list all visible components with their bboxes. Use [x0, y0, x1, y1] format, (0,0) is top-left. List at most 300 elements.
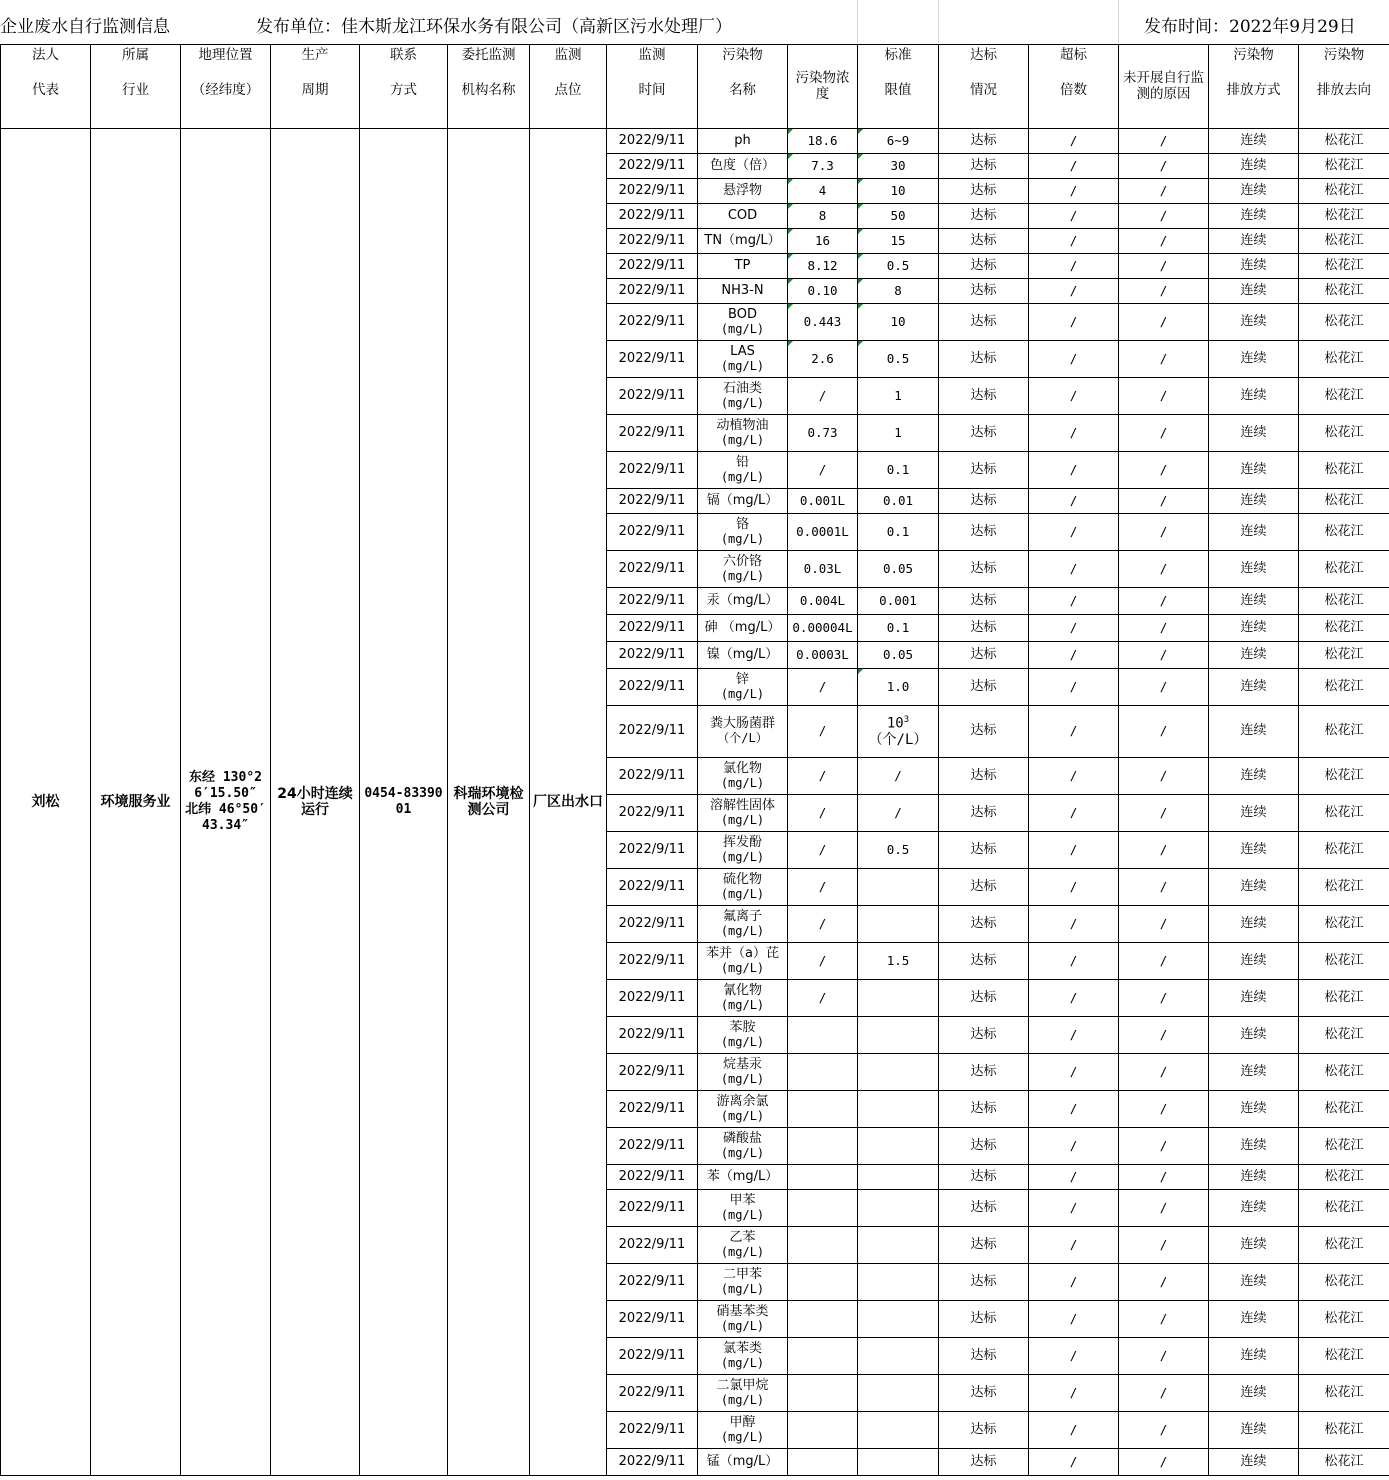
- date-cell: 2022/9/11: [607, 1338, 698, 1375]
- compliance-cell: 达标: [939, 706, 1029, 758]
- pollutant-unit: (mg/L): [720, 923, 765, 938]
- compliance-cell: 达标: [939, 514, 1029, 551]
- pollutant-name-cell: [698, 642, 788, 669]
- date-cell: 2022/9/11: [607, 832, 698, 869]
- limit-cell: 15: [858, 229, 939, 254]
- pollutant-unit: (mg/L): [720, 1244, 765, 1259]
- concentration-cell: [788, 1449, 858, 1476]
- concentration-cell: 7.3: [788, 154, 858, 179]
- header-label-top: 监测: [638, 47, 666, 63]
- discharge-mode-cell: 连续: [1209, 758, 1299, 795]
- exceed-ratio-cell: /: [1029, 229, 1119, 254]
- exceed-ratio-cell: /: [1029, 980, 1119, 1017]
- pollutant-unit: (mg/L): [720, 686, 765, 701]
- exceed-ratio-cell: /: [1029, 129, 1119, 154]
- date-cell: 2022/9/11: [607, 1227, 698, 1264]
- limit-cell: 0.1: [858, 452, 939, 489]
- concentration-cell: /: [788, 795, 858, 832]
- pollutant-name-cell: [698, 279, 788, 304]
- exceed-ratio-cell: /: [1029, 154, 1119, 179]
- limit-cell: 0.5: [858, 341, 939, 378]
- header-cell: [1029, 45, 1119, 129]
- concentration-cell: 16: [788, 229, 858, 254]
- limit-cell: [858, 1128, 939, 1165]
- pollutant-name: BOD: [728, 306, 757, 322]
- date-cell: 2022/9/11: [607, 378, 698, 415]
- pollutant-unit: (mg/L): [720, 1392, 765, 1407]
- no-monitor-reason-cell: /: [1119, 154, 1209, 179]
- pollutant-name-cell: [698, 1054, 788, 1091]
- exceed-ratio-cell: /: [1029, 304, 1119, 341]
- no-monitor-reason-cell: /: [1119, 1017, 1209, 1054]
- pollutant-name: 烷基汞: [722, 1056, 762, 1072]
- concentration-cell: [788, 1227, 858, 1264]
- pollutant-name-cell: [698, 1412, 788, 1449]
- date-cell: 2022/9/11: [607, 588, 698, 615]
- pollutant-name-cell: [698, 1190, 788, 1227]
- date-cell: 2022/9/11: [607, 706, 698, 758]
- pollutant-name: 色度（倍）: [709, 157, 775, 173]
- pollutant-name: ph: [734, 132, 751, 148]
- pollutant-name-cell: [698, 254, 788, 279]
- concentration-cell: /: [788, 906, 858, 943]
- compliance-cell: 达标: [939, 179, 1029, 204]
- pollutant-unit: (mg/L): [720, 997, 765, 1012]
- discharge-mode-cell: 连续: [1209, 279, 1299, 304]
- compliance-cell: 达标: [939, 615, 1029, 642]
- agency-cell: 科瑞环境检测公司: [448, 129, 530, 1476]
- date-cell: 2022/9/11: [607, 1375, 698, 1412]
- date-cell: 2022/9/11: [607, 1165, 698, 1190]
- concentration-cell: /: [788, 832, 858, 869]
- discharge-mode-cell: 连续: [1209, 615, 1299, 642]
- discharge-destination-cell: 松花江: [1299, 706, 1389, 758]
- pollutant-unit: (mg/L): [720, 568, 765, 583]
- concentration-cell: /: [788, 943, 858, 980]
- pollutant-name-cell: [698, 304, 788, 341]
- discharge-mode-cell: 连续: [1209, 1190, 1299, 1227]
- concentration-cell: 0.004L: [788, 588, 858, 615]
- limit-cell: [858, 1091, 939, 1128]
- date-cell: 2022/9/11: [607, 514, 698, 551]
- no-monitor-reason-cell: /: [1119, 1412, 1209, 1449]
- pollutant-unit: (mg/L): [720, 1207, 765, 1222]
- compliance-cell: 达标: [939, 154, 1029, 179]
- limit-cell: 0.05: [858, 642, 939, 669]
- header-label-bottom: 排放方式: [1226, 82, 1281, 98]
- exceed-ratio-cell: /: [1029, 341, 1119, 378]
- pollutant-name-cell: [698, 943, 788, 980]
- limit-cell: [858, 980, 939, 1017]
- discharge-mode-cell: 连续: [1209, 551, 1299, 588]
- pollutant-name: 铅: [735, 454, 749, 470]
- pollutant-name-cell: [698, 129, 788, 154]
- pollutant-name: 溶解性固体: [709, 797, 775, 813]
- no-monitor-reason-cell: /: [1119, 1227, 1209, 1264]
- header-label-bottom: 倍数: [1060, 82, 1087, 98]
- pollutant-name: LAS: [730, 343, 755, 359]
- pollutant-name: COD: [727, 207, 758, 223]
- date-cell: 2022/9/11: [607, 279, 698, 304]
- discharge-mode-cell: 连续: [1209, 1338, 1299, 1375]
- pollutant-name: 氯苯类: [722, 1340, 762, 1356]
- header-cell: [698, 45, 788, 129]
- exceed-ratio-cell: /: [1029, 1375, 1119, 1412]
- discharge-destination-cell: 松花江: [1299, 154, 1389, 179]
- discharge-mode-cell: 连续: [1209, 1227, 1299, 1264]
- pollutant-unit: (mg/L): [720, 812, 765, 827]
- header-cell: [91, 45, 181, 129]
- pollutant-name-cell: [698, 869, 788, 906]
- discharge-destination-cell: 松花江: [1299, 615, 1389, 642]
- limit-cell: 0.5: [858, 832, 939, 869]
- header-cell: [858, 45, 939, 129]
- header-label-top: 法人: [32, 47, 59, 63]
- discharge-destination-cell: 松花江: [1299, 758, 1389, 795]
- limit-cell: [858, 1412, 939, 1449]
- pollutant-name: 苯（mg/L）: [706, 1168, 779, 1184]
- pollutant-unit: (mg/L): [720, 321, 765, 336]
- pollutant-name: 苯并（a）芘: [706, 945, 779, 961]
- header-label-top: 联系: [390, 47, 417, 63]
- discharge-mode-cell: 连续: [1209, 415, 1299, 452]
- no-monitor-reason-cell: /: [1119, 980, 1209, 1017]
- concentration-cell: [788, 1412, 858, 1449]
- date-cell: 2022/9/11: [607, 906, 698, 943]
- concentration-cell: /: [788, 980, 858, 1017]
- publish-date: 发布时间：2022年9月29日: [1144, 17, 1356, 37]
- limit-cell: [858, 1449, 939, 1476]
- limit-unit: （个/L）: [868, 731, 928, 748]
- exceed-ratio-cell: /: [1029, 869, 1119, 906]
- discharge-mode-cell: 连续: [1209, 869, 1299, 906]
- exceed-ratio-cell: /: [1029, 795, 1119, 832]
- concentration-cell: /: [788, 378, 858, 415]
- pollutant-name-cell: [698, 1338, 788, 1375]
- exceed-ratio-cell: /: [1029, 758, 1119, 795]
- header-label-top: 标准: [884, 47, 912, 63]
- no-monitor-reason-cell: /: [1119, 341, 1209, 378]
- discharge-destination-cell: 松花江: [1299, 279, 1389, 304]
- pollutant-name-cell: [698, 706, 788, 758]
- header-cell: [788, 45, 858, 129]
- pollutant-unit: (mg/L): [720, 1355, 765, 1370]
- no-monitor-reason-cell: /: [1119, 1190, 1209, 1227]
- compliance-cell: 达标: [939, 795, 1029, 832]
- limit-cell: 30: [858, 154, 939, 179]
- date-cell: 2022/9/11: [607, 1017, 698, 1054]
- pollutant-name-cell: [698, 415, 788, 452]
- date-cell: 2022/9/11: [607, 415, 698, 452]
- date-cell: 2022/9/11: [607, 254, 698, 279]
- discharge-mode-cell: 连续: [1209, 452, 1299, 489]
- discharge-mode-cell: 连续: [1209, 1017, 1299, 1054]
- header-label-bottom: 情况: [970, 82, 997, 98]
- concentration-cell: 18.6: [788, 129, 858, 154]
- no-monitor-reason-cell: /: [1119, 378, 1209, 415]
- pollutant-name-cell: [698, 1165, 788, 1190]
- header-label-bottom: 周期: [301, 82, 329, 98]
- exceed-ratio-cell: /: [1029, 615, 1119, 642]
- compliance-cell: 达标: [939, 304, 1029, 341]
- no-monitor-reason-cell: /: [1119, 1091, 1209, 1128]
- discharge-mode-cell: 连续: [1209, 1375, 1299, 1412]
- pollutant-name-cell: [698, 1301, 788, 1338]
- discharge-destination-cell: 松花江: [1299, 254, 1389, 279]
- exceed-ratio-cell: /: [1029, 1190, 1119, 1227]
- legal-rep-cell: 刘松: [1, 129, 91, 1476]
- pollutant-unit: （个/L）: [717, 731, 768, 746]
- pollutant-unit: (mg/L): [720, 395, 765, 410]
- exceed-ratio-cell: /: [1029, 415, 1119, 452]
- discharge-destination-cell: 松花江: [1299, 489, 1389, 514]
- exceed-ratio-cell: /: [1029, 669, 1119, 706]
- compliance-cell: 达标: [939, 1375, 1029, 1412]
- pollutant-unit: (mg/L): [720, 775, 765, 790]
- concentration-cell: /: [788, 758, 858, 795]
- concentration-cell: 8.12: [788, 254, 858, 279]
- header-label-bottom: 方式: [390, 82, 417, 98]
- pollutant-name: 石油类: [722, 380, 762, 396]
- concentration-cell: [788, 1301, 858, 1338]
- pollutant-name: 甲醇: [729, 1414, 756, 1430]
- pollutant-name-cell: [698, 1227, 788, 1264]
- date-cell: 2022/9/11: [607, 1449, 698, 1476]
- exceed-ratio-cell: /: [1029, 1227, 1119, 1264]
- limit-cell: [858, 1190, 939, 1227]
- pollutant-name: 甲苯: [729, 1192, 756, 1208]
- date-cell: 2022/9/11: [607, 551, 698, 588]
- pollutant-name-cell: [698, 489, 788, 514]
- limit-cell: [858, 1165, 939, 1190]
- discharge-destination-cell: 松花江: [1299, 1227, 1389, 1264]
- pollutant-name-cell: [698, 1128, 788, 1165]
- contact-cell: 0454-8339001: [360, 129, 448, 1476]
- limit-base: 10: [886, 715, 904, 732]
- limit-cell: /: [858, 758, 939, 795]
- limit-cell: 0.5: [858, 254, 939, 279]
- limit-cell: 1.0: [858, 669, 939, 706]
- compliance-cell: 达标: [939, 642, 1029, 669]
- discharge-destination-cell: 松花江: [1299, 1165, 1389, 1190]
- pollutant-unit: (mg/L): [720, 1034, 765, 1049]
- pollutant-name-cell: [698, 514, 788, 551]
- no-monitor-reason-cell: /: [1119, 514, 1209, 551]
- pollutant-name-cell: [698, 229, 788, 254]
- limit-cell: [858, 906, 939, 943]
- discharge-mode-cell: 连续: [1209, 1301, 1299, 1338]
- discharge-mode-cell: 连续: [1209, 341, 1299, 378]
- header-label-top: 地理位置: [198, 47, 253, 63]
- limit-cell: [858, 706, 939, 758]
- limit-cell: 1: [858, 415, 939, 452]
- industry-cell: 环境服务业: [91, 129, 181, 1476]
- table-header: [1, 45, 1389, 129]
- compliance-cell: 达标: [939, 415, 1029, 452]
- header-label-bottom: 行业: [122, 82, 149, 98]
- pollutant-name: 磷酸盐: [722, 1130, 762, 1146]
- pollutant-name-cell: [698, 551, 788, 588]
- discharge-mode-cell: 连续: [1209, 1165, 1299, 1190]
- discharge-destination-cell: 松花江: [1299, 341, 1389, 378]
- publisher: 发布单位：佳木斯龙江环保水务有限公司（高新区污水处理厂）: [256, 17, 732, 37]
- pollutant-name: 镍（mg/L）: [706, 646, 779, 662]
- no-monitor-reason-cell: /: [1119, 1301, 1209, 1338]
- exceed-ratio-cell: /: [1029, 588, 1119, 615]
- date-cell: 2022/9/11: [607, 204, 698, 229]
- discharge-mode-cell: 连续: [1209, 906, 1299, 943]
- header-label: 未开展自行监测的原因: [1123, 69, 1204, 102]
- pollutant-name-cell: [698, 179, 788, 204]
- pollutant-unit: (mg/L): [720, 1071, 765, 1086]
- exceed-ratio-cell: /: [1029, 514, 1119, 551]
- date-cell: 2022/9/11: [607, 869, 698, 906]
- exceed-ratio-cell: /: [1029, 1091, 1119, 1128]
- discharge-mode-cell: 连续: [1209, 588, 1299, 615]
- discharge-mode-cell: 连续: [1209, 832, 1299, 869]
- location-cell: 东经 130°26′15.50″ 北纬 46°50′43.34″: [181, 129, 271, 1476]
- discharge-destination-cell: 松花江: [1299, 642, 1389, 669]
- date-cell: 2022/9/11: [607, 452, 698, 489]
- discharge-mode-cell: 连续: [1209, 514, 1299, 551]
- pollutant-name: 粪大肠菌群: [709, 716, 775, 732]
- exceed-ratio-cell: /: [1029, 1054, 1119, 1091]
- concentration-cell: [788, 1338, 858, 1375]
- discharge-mode-cell: 连续: [1209, 642, 1299, 669]
- header-cell: [939, 45, 1029, 129]
- discharge-mode-cell: 连续: [1209, 1449, 1299, 1476]
- concentration-cell: 0.0001L: [788, 514, 858, 551]
- no-monitor-reason-cell: /: [1119, 204, 1209, 229]
- date-cell: 2022/9/11: [607, 129, 698, 154]
- date-cell: 2022/9/11: [607, 980, 698, 1017]
- discharge-destination-cell: 松花江: [1299, 1054, 1389, 1091]
- concentration-cell: [788, 1128, 858, 1165]
- limit-cell: [858, 1264, 939, 1301]
- discharge-mode-cell: 连续: [1209, 378, 1299, 415]
- header-label-top: 达标: [970, 47, 997, 63]
- date-cell: 2022/9/11: [607, 1301, 698, 1338]
- discharge-destination-cell: 松花江: [1299, 204, 1389, 229]
- concentration-cell: 0.001L: [788, 489, 858, 514]
- pollutant-unit: (mg/L): [720, 1281, 765, 1296]
- no-monitor-reason-cell: /: [1119, 1264, 1209, 1301]
- pollutant-unit: (mg/L): [720, 531, 765, 546]
- concentration-cell: [788, 1017, 858, 1054]
- header-label-bottom: 限值: [884, 82, 912, 98]
- limit-cell: 6~9: [858, 129, 939, 154]
- exceed-ratio-cell: /: [1029, 906, 1119, 943]
- pollutant-name-cell: [698, 906, 788, 943]
- limit-cell: [858, 869, 939, 906]
- concentration-cell: /: [788, 869, 858, 906]
- pollutant-name-cell: [698, 1017, 788, 1054]
- discharge-mode-cell: 连续: [1209, 1264, 1299, 1301]
- discharge-mode-cell: 连续: [1209, 1128, 1299, 1165]
- no-monitor-reason-cell: /: [1119, 452, 1209, 489]
- discharge-destination-cell: 松花江: [1299, 1338, 1389, 1375]
- compliance-cell: 达标: [939, 1190, 1029, 1227]
- header-cell: [1299, 45, 1389, 129]
- compliance-cell: 达标: [939, 1227, 1029, 1264]
- discharge-mode-cell: 连续: [1209, 1054, 1299, 1091]
- limit-cell: 0.001: [858, 588, 939, 615]
- no-monitor-reason-cell: /: [1119, 1449, 1209, 1476]
- discharge-destination-cell: 松花江: [1299, 906, 1389, 943]
- date-cell: 2022/9/11: [607, 758, 698, 795]
- header-cell: [1, 45, 91, 129]
- pollutant-name: 氯化物: [722, 760, 762, 776]
- pollutant-name-cell: [698, 1375, 788, 1412]
- pollutant-name: 氰化物: [722, 982, 762, 998]
- discharge-destination-cell: 松花江: [1299, 415, 1389, 452]
- pollutant-name: TN（mg/L）: [704, 232, 781, 248]
- pollutant-name-cell: [698, 341, 788, 378]
- limit-cell: 10: [858, 179, 939, 204]
- exceed-ratio-cell: /: [1029, 1264, 1119, 1301]
- limit-cell: 1: [858, 378, 939, 415]
- date-cell: 2022/9/11: [607, 341, 698, 378]
- concentration-cell: 0.00004L: [788, 615, 858, 642]
- discharge-destination-cell: 松花江: [1299, 588, 1389, 615]
- limit-cell: 10: [858, 304, 939, 341]
- no-monitor-reason-cell: /: [1119, 415, 1209, 452]
- table-body: [1, 129, 1389, 1476]
- concentration-cell: /: [788, 452, 858, 489]
- discharge-destination-cell: 松花江: [1299, 1412, 1389, 1449]
- discharge-mode-cell: 连续: [1209, 229, 1299, 254]
- exceed-ratio-cell: /: [1029, 1301, 1119, 1338]
- pollutant-name: 挥发酚: [722, 834, 762, 850]
- no-monitor-reason-cell: /: [1119, 588, 1209, 615]
- limit-cell: [858, 1054, 939, 1091]
- pollutant-name-cell: [698, 452, 788, 489]
- header-label-top: 污染物: [1233, 47, 1274, 63]
- date-cell: 2022/9/11: [607, 229, 698, 254]
- pollutant-unit: (mg/L): [720, 849, 765, 864]
- discharge-destination-cell: 松花江: [1299, 1128, 1389, 1165]
- compliance-cell: 达标: [939, 832, 1029, 869]
- pollutant-name: 动植物油: [716, 417, 769, 433]
- concentration-cell: [788, 1375, 858, 1412]
- pollutant-name: 汞（mg/L）: [706, 592, 779, 608]
- header-label-bottom: 时间: [638, 82, 666, 98]
- point-cell: 厂区出水口: [530, 129, 607, 1476]
- no-monitor-reason-cell: /: [1119, 551, 1209, 588]
- compliance-cell: 达标: [939, 1338, 1029, 1375]
- header-label-top: 污染物: [722, 47, 763, 63]
- pollutant-name: 铬: [735, 516, 749, 532]
- compliance-cell: 达标: [939, 1449, 1029, 1476]
- exceed-ratio-cell: /: [1029, 943, 1119, 980]
- pollutant-name-cell: [698, 758, 788, 795]
- limit-cell: 50: [858, 204, 939, 229]
- header-label-bottom: 代表: [32, 82, 59, 98]
- concentration-cell: [788, 1054, 858, 1091]
- date-cell: 2022/9/11: [607, 669, 698, 706]
- discharge-mode-cell: 连续: [1209, 1091, 1299, 1128]
- pollutant-name: 锌: [735, 671, 749, 687]
- no-monitor-reason-cell: /: [1119, 1375, 1209, 1412]
- pollutant-name-cell: [698, 154, 788, 179]
- discharge-mode-cell: 连续: [1209, 154, 1299, 179]
- pollutant-name-cell: [698, 669, 788, 706]
- discharge-mode-cell: 连续: [1209, 706, 1299, 758]
- compliance-cell: 达标: [939, 204, 1029, 229]
- limit-cell: /: [858, 795, 939, 832]
- discharge-destination-cell: 松花江: [1299, 1301, 1389, 1338]
- pollutant-name-cell: [698, 1449, 788, 1476]
